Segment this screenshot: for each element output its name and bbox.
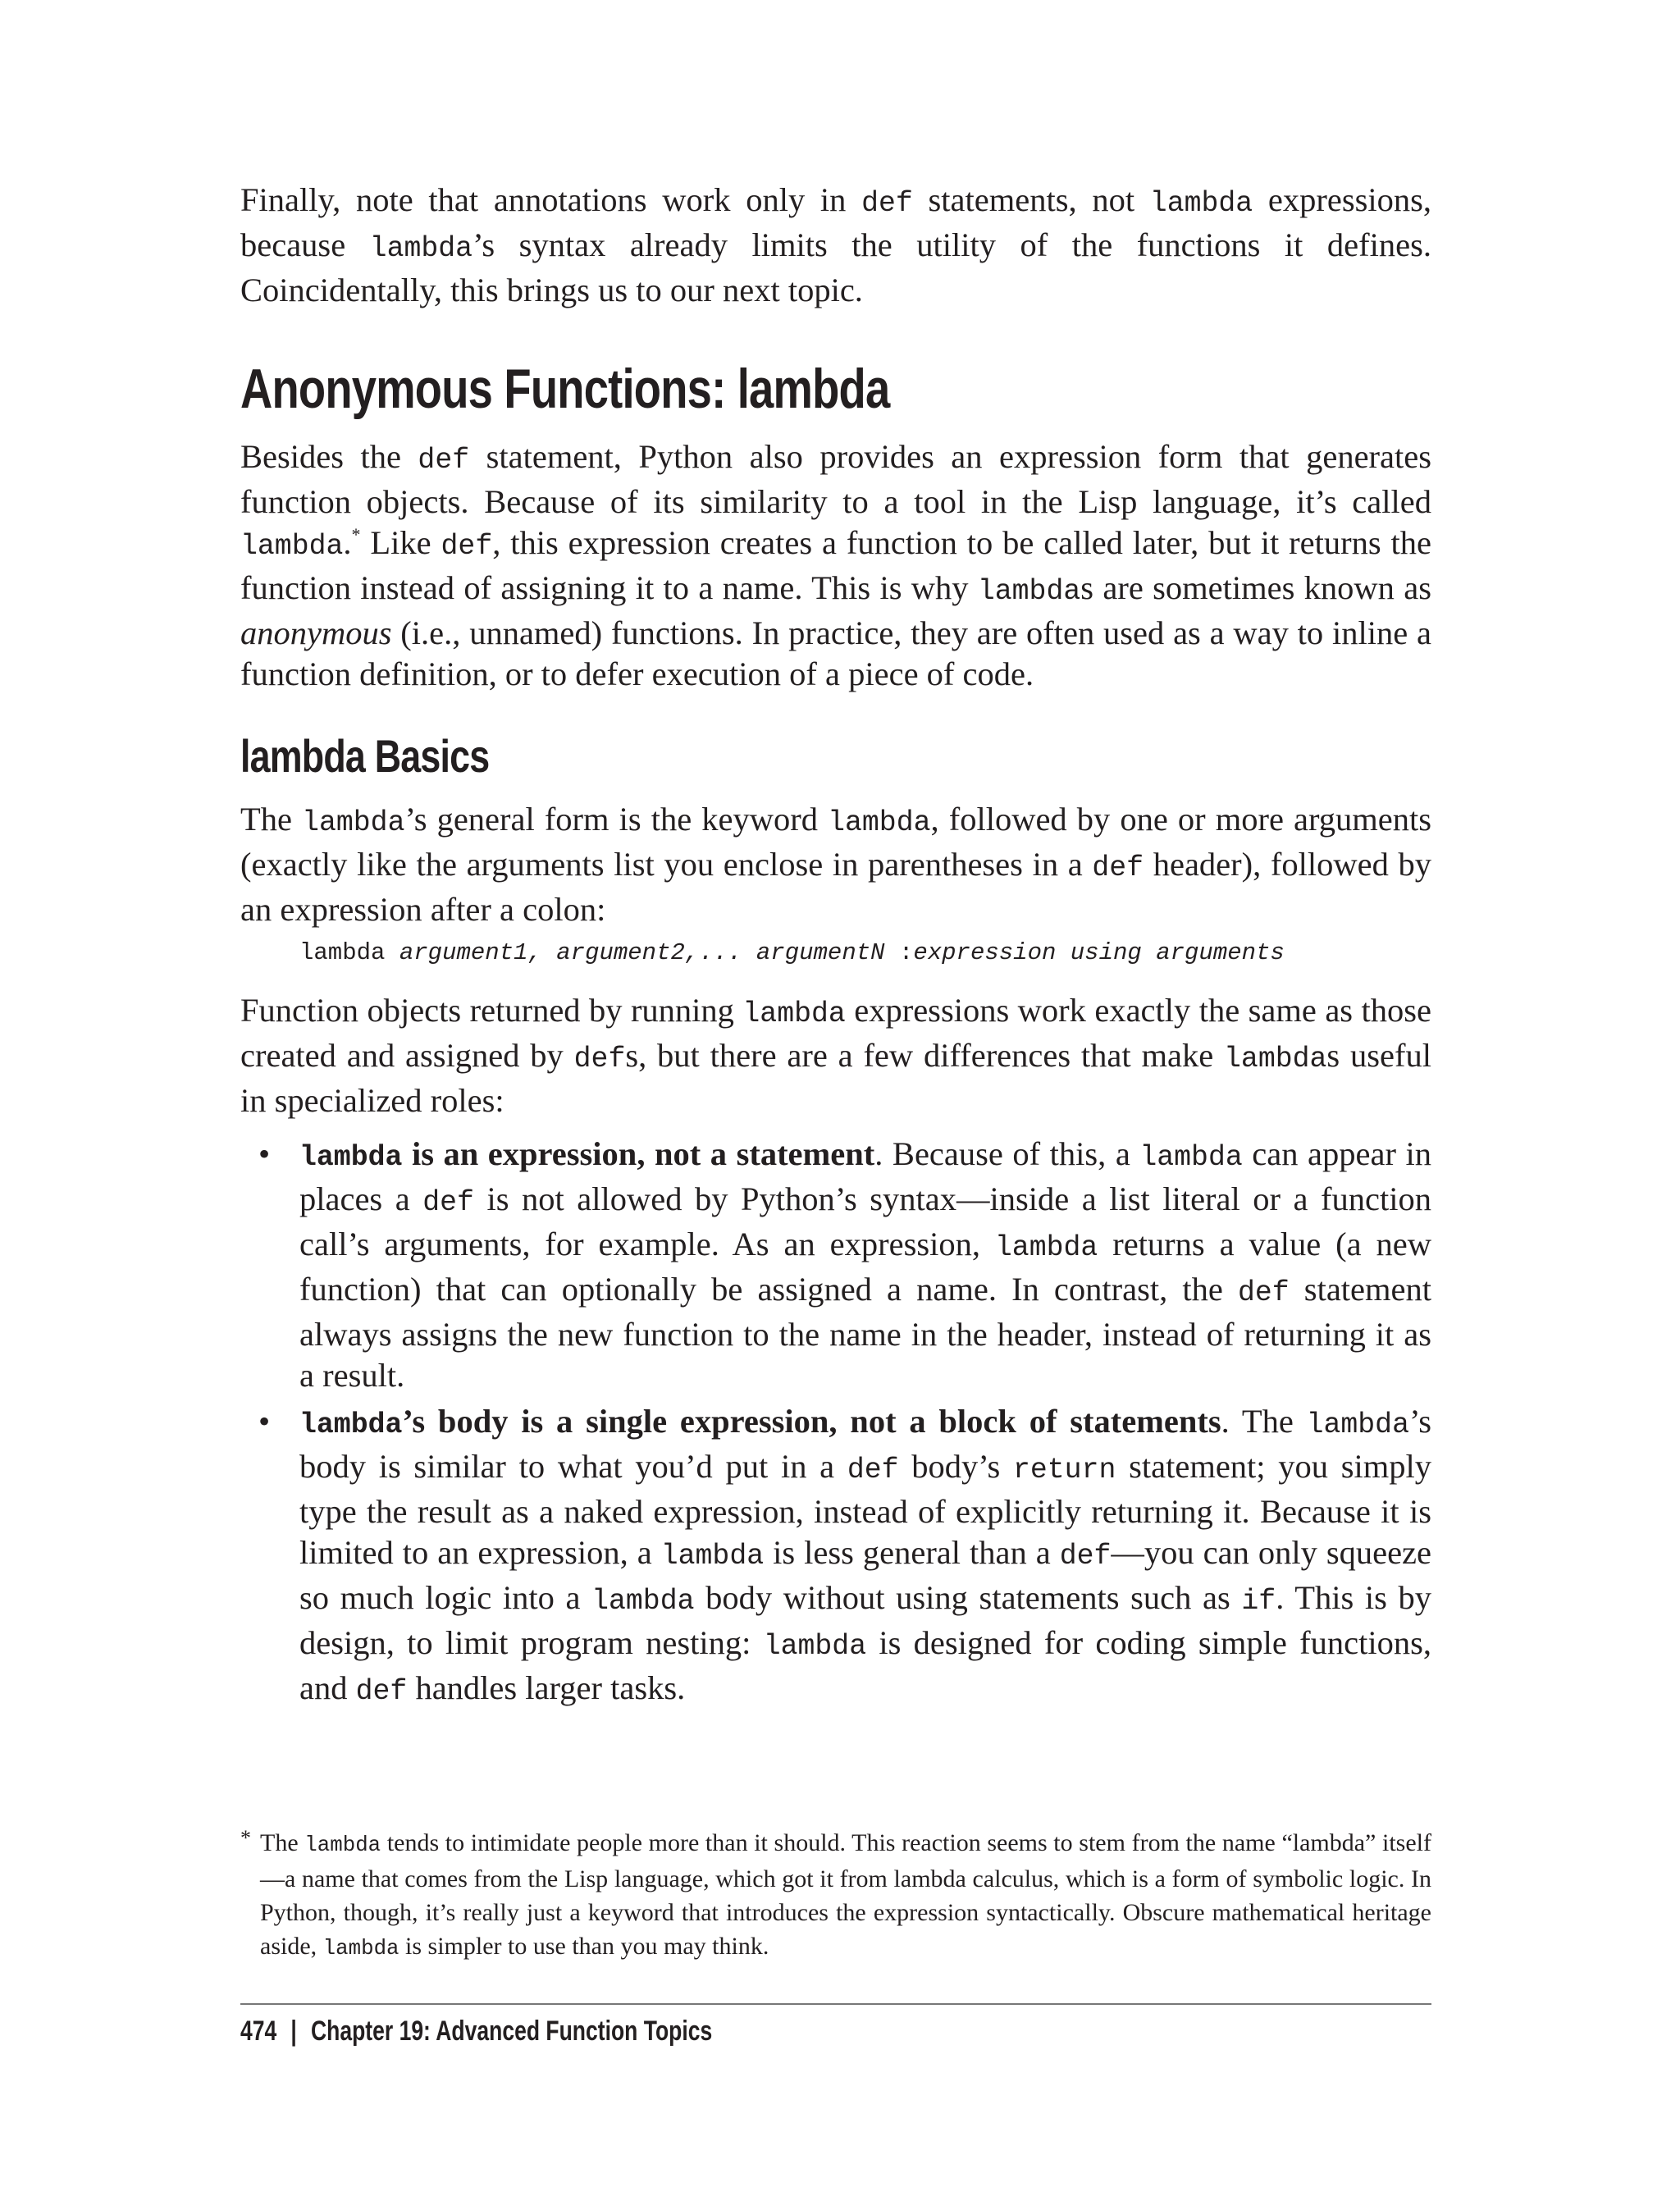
text: statement always assigns the new function to the name in the header, instead of returning it as a result. <box>299 1271 1432 1394</box>
inline-code: lambda <box>304 1833 381 1857</box>
text: Besides the <box>240 438 418 475</box>
footnote-text <box>260 1826 1431 1965</box>
bullet-text <box>299 1134 1431 1396</box>
inline-code: lambda <box>994 1232 1098 1264</box>
section-heading: Anonymous Functions: lambda <box>240 358 890 420</box>
text: Finally, note that annotations work only in <box>240 181 862 218</box>
bullet-marker: • <box>258 1403 271 1440</box>
text: ’s general form is the keyword <box>404 801 829 838</box>
inline-code: lambda <box>591 1586 695 1618</box>
bullet-list <box>240 1134 1431 1713</box>
bullet-item <box>240 1401 1431 1713</box>
text: header), followed by an expression after a colon: <box>240 846 1432 928</box>
text: ’s syntax already limits the utility of the functions it defines. Coincidentally, this brings us to our next topic. <box>240 226 1431 308</box>
code-arguments: argument1, argument2,... argumentN <box>399 939 885 966</box>
text: can appear in places a <box>299 1135 1431 1217</box>
code-block <box>299 937 1285 970</box>
inline-code: def <box>441 531 493 563</box>
text: expressions, because <box>240 181 1432 263</box>
text: ’s body is similar to what you’d put in a <box>299 1403 1431 1485</box>
text: tends to intimidate people more than it should. This reaction seems to stem from the name “lambda” itself—a name that comes from the Lisp language, which got it from lambda calculus, which is a form of symbolic logic. In Python, though, it’s really just a keyword that introduces the expression syntactically. Obscure mathematical heritage aside, <box>260 1829 1431 1960</box>
subsection-heading: lambda Basics <box>240 730 490 782</box>
text: s are sometimes known as <box>1080 569 1431 606</box>
text: is designed for coding simple functions, and <box>299 1624 1431 1706</box>
inline-code: lambda <box>302 807 405 839</box>
inline-code: lambda <box>1306 1409 1409 1441</box>
bullet-item <box>240 1134 1431 1396</box>
inline-code: lambda <box>1224 1043 1327 1075</box>
footer-rule <box>240 2003 1431 2005</box>
footer-separator: | <box>290 2016 297 2047</box>
text: —you can only squeeze so much logic into a <box>299 1534 1432 1616</box>
text: returns a value (a new function) that can optionally be assigned a name. In contrast, the <box>299 1226 1431 1308</box>
text: is not allowed by Python’s syntax—inside a list literal or a function call’s arguments, for example. As an expression, <box>299 1180 1432 1262</box>
text: . <box>343 524 352 561</box>
text: , this expression creates a function to be called later, but it returns the function instead of assigning it to a name. This is why <box>240 524 1431 606</box>
text: . This is by design, to limit program nesting: <box>299 1579 1432 1661</box>
code-colon: : <box>884 939 914 966</box>
inline-code: lambda <box>1139 1142 1243 1174</box>
inline-code: def <box>422 1187 474 1219</box>
text: body’s <box>898 1448 1013 1485</box>
inline-code: def <box>573 1043 626 1075</box>
general-form-paragraph <box>240 799 1431 930</box>
text: , followed by one or more arguments (exactly like the arguments list you enclose in parentheses in a <box>240 801 1432 883</box>
text: handles larger tasks. <box>407 1669 686 1706</box>
page-footer <box>240 2013 712 2049</box>
text: s, but there are a few differences that make <box>625 1037 1225 1074</box>
differences-paragraph <box>240 990 1431 1121</box>
footnote-reference[interactable]: * <box>351 524 361 545</box>
inline-code: def <box>1237 1277 1290 1309</box>
inline-code: lambda <box>299 1142 403 1174</box>
inline-code: def <box>418 445 470 477</box>
inline-code: def <box>1059 1541 1112 1573</box>
inline-code: def <box>1092 852 1144 884</box>
section-paragraph <box>240 436 1431 695</box>
code-keyword: lambda <box>299 939 399 966</box>
inline-code: lambda <box>742 998 846 1030</box>
code-expression: expression using arguments <box>913 939 1285 966</box>
page-number: 474 <box>240 2016 277 2047</box>
text: Function objects returned by running <box>240 992 743 1029</box>
inline-code: lambda <box>322 1937 399 1961</box>
text: is less general than a <box>764 1534 1060 1571</box>
text: statement, Python also provides an expression form that generates function objects. Because of its similarity to a tool in the Lisp language, it’s called <box>240 438 1431 520</box>
emphasis: anonymous <box>240 614 392 651</box>
bullet-lead <box>299 1403 1221 1440</box>
text: s useful in specialized roles: <box>240 1037 1431 1119</box>
inline-code: lambda <box>977 576 1081 608</box>
text: (i.e., unnamed) functions. In practice, they are often used as a way to inline a function definition, or to defer execution of a piece of code. <box>240 614 1431 692</box>
text: . The <box>1221 1403 1307 1440</box>
text: statements, not <box>912 181 1150 218</box>
text: The <box>260 1829 305 1856</box>
text: statement; you simply type the result as a naked expression, instead of explicitly returning it. Because it is limited to an expression, a <box>299 1448 1431 1571</box>
inline-code: lambda <box>660 1541 765 1573</box>
inline-code: def <box>847 1454 899 1486</box>
intro-paragraph <box>240 180 1431 311</box>
text: Like <box>360 524 441 561</box>
footnote-marker: * <box>240 1826 251 1850</box>
inline-code: lambda <box>828 807 931 839</box>
inline-code: return <box>1012 1454 1116 1486</box>
bullet-text <box>299 1401 1431 1713</box>
footnote <box>240 1826 1431 1965</box>
text: The <box>240 801 303 838</box>
inline-code: lambda <box>1149 188 1253 220</box>
text: is an expression, not a statement <box>402 1135 875 1172</box>
text: ’s body is a single expression, not a block of statements <box>402 1403 1221 1440</box>
inline-code: lambda <box>763 1631 867 1663</box>
bullet-marker: • <box>258 1135 271 1172</box>
text: is simpler to use than you may think. <box>399 1933 769 1960</box>
inline-code: if <box>1241 1586 1276 1618</box>
text: expressions work exactly the same as those created and assigned by <box>240 992 1432 1074</box>
inline-code: lambda <box>299 1409 403 1441</box>
inline-code: def <box>355 1676 408 1708</box>
inline-code: lambda <box>240 531 344 563</box>
inline-code: def <box>861 188 913 220</box>
text: body without using statements such as <box>694 1579 1242 1616</box>
chapter-title: Chapter 19: Advanced Function Topics <box>310 2016 713 2047</box>
inline-code: lambda <box>369 233 473 265</box>
bullet-lead <box>299 1135 874 1172</box>
text: . Because of this, a <box>874 1135 1140 1172</box>
